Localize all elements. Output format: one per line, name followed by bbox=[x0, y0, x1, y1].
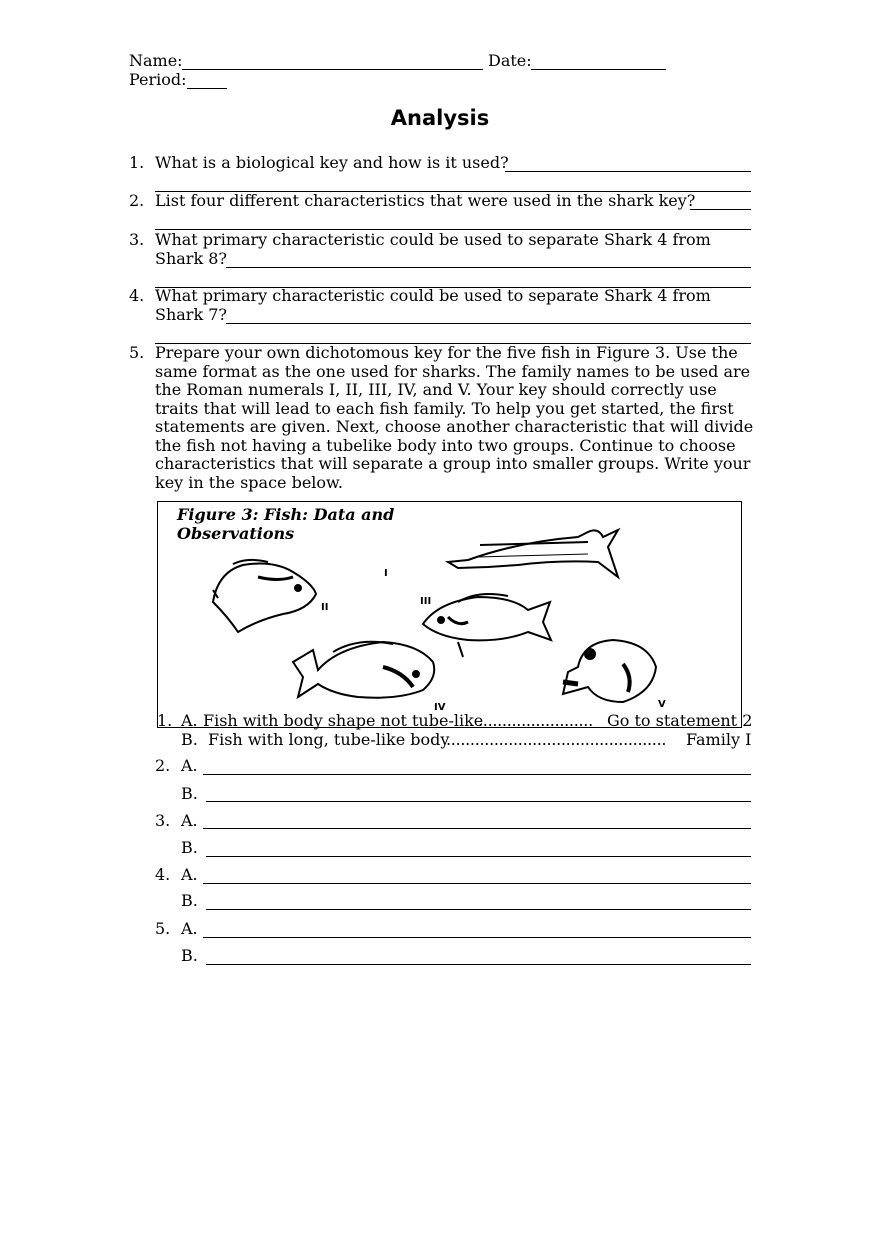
question-number: 4. bbox=[129, 286, 145, 305]
key-answer-line[interactable] bbox=[206, 909, 751, 910]
name-label: Name: bbox=[129, 51, 183, 70]
key-number: 2. bbox=[155, 756, 171, 775]
key-answer-line[interactable] bbox=[203, 774, 751, 775]
page-title: Analysis bbox=[390, 106, 490, 130]
key-statement-a-label: A. bbox=[181, 865, 198, 884]
answer-line[interactable] bbox=[690, 209, 751, 210]
question-text: Prepare your own dichotomous key for the five fish in Figure 3. Use the same format as the one used for sharks. The family names to be used are the Roman numerals I, II, III, IV, and V. Your key should correctly use traits that will lead to each fish family. To help you get started, the first statements are given. Next, choose another characteristic that will divide the fish not having a tubelike body into two groups. Continue to choose characteristics that will separate a group into smaller groups. Write your key in the space below. bbox=[155, 343, 754, 492]
answer-line[interactable] bbox=[226, 323, 751, 324]
key-statement-b-label: B. bbox=[181, 891, 198, 910]
question-text-line2: Shark 8? bbox=[155, 249, 227, 268]
key-statement-a-dots: ........................ bbox=[478, 711, 593, 730]
fish-label-i: I bbox=[384, 568, 388, 579]
question-number: 3. bbox=[129, 230, 145, 249]
key-answer-line[interactable] bbox=[206, 801, 751, 802]
key-statement-b-text: Fish with long, tube-like body bbox=[208, 730, 450, 749]
period-label: Period: bbox=[129, 70, 187, 89]
key-answer-line[interactable] bbox=[206, 856, 751, 857]
key-statement-b-dots: .............................................. bbox=[446, 730, 667, 749]
key-statement-a-label: A. bbox=[181, 756, 198, 775]
key-statement-b-result: Family I bbox=[686, 730, 752, 749]
key-statement-a-label: A. bbox=[181, 919, 198, 938]
key-number: 4. bbox=[155, 865, 171, 884]
question-text-line2: Shark 7? bbox=[155, 305, 227, 324]
key-statement-a-result: Go to statement 2 bbox=[607, 711, 753, 730]
question-text-line1: What primary characteristic could be used to separate Shark 4 from bbox=[155, 286, 711, 305]
fish-label-v: V bbox=[658, 699, 666, 710]
key-answer-line[interactable] bbox=[203, 883, 751, 884]
question-number: 1. bbox=[129, 153, 145, 172]
question-text-line1: What primary characteristic could be used to separate Shark 4 from bbox=[155, 230, 711, 249]
question-number: 2. bbox=[129, 191, 145, 210]
key-answer-line[interactable] bbox=[203, 828, 751, 829]
key-number: 3. bbox=[155, 811, 171, 830]
key-statement-b-label: B. bbox=[181, 730, 198, 749]
period-field[interactable] bbox=[187, 88, 227, 89]
question-text: List four different characteristics that were used in the shark key? bbox=[155, 191, 696, 210]
answer-line[interactable] bbox=[505, 171, 751, 172]
fish-iv-icon bbox=[293, 642, 434, 698]
date-field[interactable] bbox=[531, 69, 666, 70]
name-field[interactable] bbox=[182, 69, 483, 70]
key-statement-a-label: A. bbox=[181, 811, 198, 830]
figure-3 bbox=[157, 501, 742, 728]
key-statement-a-text: Fish with body shape not tube-like bbox=[203, 711, 484, 730]
answer-line[interactable] bbox=[226, 267, 751, 268]
question-number: 5. bbox=[129, 343, 145, 362]
key-answer-line[interactable] bbox=[203, 937, 751, 938]
key-statement-b-label: B. bbox=[181, 784, 198, 803]
key-statement-b-label: B. bbox=[181, 838, 198, 857]
fish-i-icon bbox=[448, 530, 618, 577]
key-statement-a-label: A. bbox=[181, 711, 198, 730]
question-text: What is a biological key and how is it used? bbox=[155, 153, 509, 172]
fish-v-icon bbox=[563, 640, 656, 702]
fish-label-iii: III bbox=[420, 596, 432, 607]
key-number: 5. bbox=[155, 919, 171, 938]
fish-label-iv: IV bbox=[434, 702, 446, 713]
fish-label-ii: II bbox=[321, 602, 329, 613]
date-label: Date: bbox=[488, 51, 532, 70]
figure-caption: Figure 3: Fish: Data and Observations bbox=[177, 505, 395, 543]
fish-ii-icon bbox=[213, 560, 316, 632]
fish-iii-icon bbox=[423, 594, 551, 657]
key-number: 1. bbox=[157, 711, 173, 730]
fish-illustrations bbox=[158, 502, 742, 728]
key-answer-line[interactable] bbox=[206, 964, 751, 965]
key-statement-b-label: B. bbox=[181, 946, 198, 965]
